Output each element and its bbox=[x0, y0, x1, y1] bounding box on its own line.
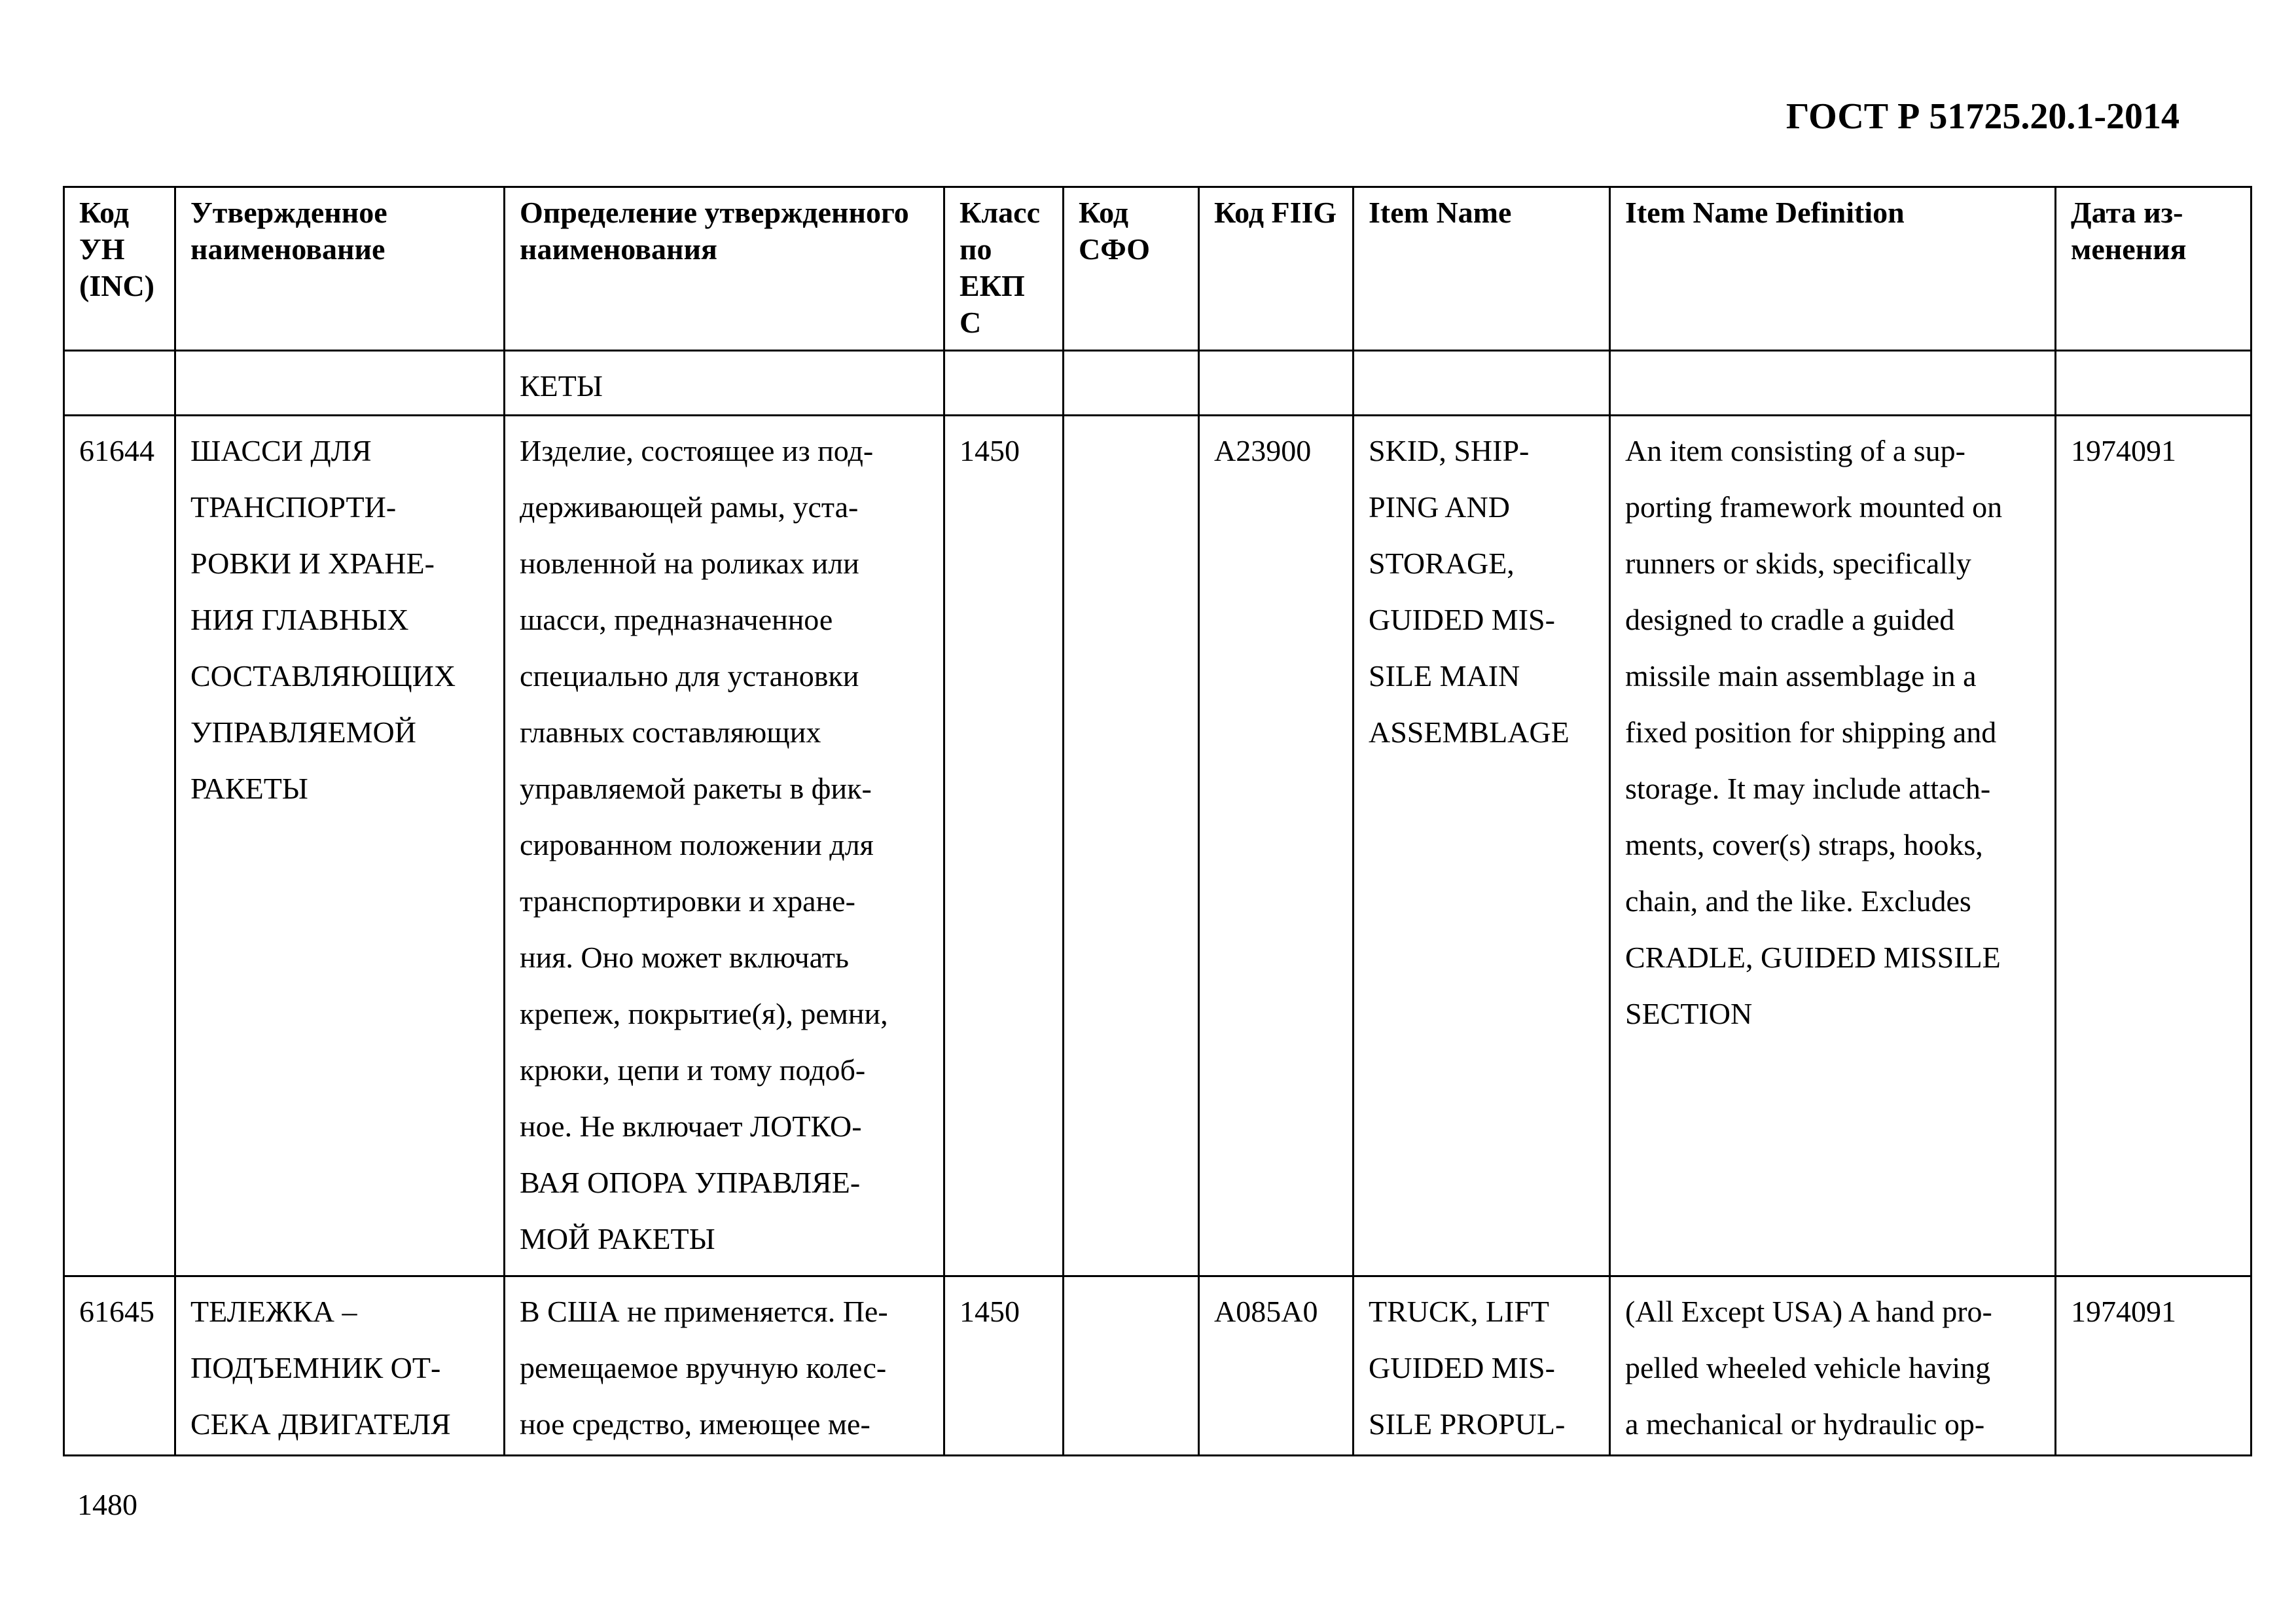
item-definition-cell: An item consisting of a sup- porting framework mounted on runners or skids, specifically designed to cradle a guided missile main assemblage in a fixed position for shipping and storage. It may include attach- ments, cover(s) straps, hooks, chain, and the like. Excludes CRADLE, GUIDED MISSILE SECTION bbox=[1610, 416, 2056, 1276]
table-cell bbox=[64, 351, 175, 416]
table-cell bbox=[2056, 351, 2251, 416]
table-cell bbox=[175, 351, 505, 416]
sfo-cell bbox=[1064, 1276, 1199, 1456]
definition-cell: Изделие, состоящее из под- держивающей рамы, уста- новленной на роликах или шасси, предназначенное специально для установки главных составляющих управляемой ракеты в фик- сированном положении для транспортировки и хране- ния. Оно может включать крепеж, покрытие(я), ремни, крюки, цепи и тому подоб- ное. Не включает ЛОТКО- ВАЯ ОПОРА УПРАВЛЯЕ- МОЙ РАКЕТЫ bbox=[505, 416, 944, 1276]
column-header: Item Name Definition bbox=[1610, 187, 2056, 351]
sfo-cell bbox=[1064, 416, 1199, 1276]
column-header: Утвержденное наименование bbox=[175, 187, 505, 351]
table-row bbox=[64, 1276, 2251, 1456]
classification-table bbox=[63, 186, 2252, 1456]
item-name-cell: TRUCK, LIFT GUIDED MIS- SILE PROPUL- bbox=[1354, 1276, 1610, 1456]
fiig-cell: A23900 bbox=[1199, 416, 1354, 1276]
item-definition-cell: (All Except USA) A hand pro- pelled wheeled vehicle having a mechanical or hydraulic op- bbox=[1610, 1276, 2056, 1456]
table-cell bbox=[1199, 351, 1354, 416]
column-header: Код СФО bbox=[1064, 187, 1199, 351]
table-cell bbox=[1354, 351, 1610, 416]
table-row-continuation bbox=[64, 351, 2251, 416]
approved-name-cell: ШАССИ ДЛЯ ТРАНСПОРТИ- РОВКИ И ХРАНЕ- НИЯ ГЛАВНЫХ СОСТАВЛЯЮЩИХ УПРАВЛЯЕМОЙ РАКЕТЫ bbox=[175, 416, 505, 1276]
fiig-cell: A085A0 bbox=[1199, 1276, 1354, 1456]
column-header: Код УН (INC) bbox=[64, 187, 175, 351]
table-cell bbox=[1610, 351, 2056, 416]
table-cell: КЕТЫ bbox=[505, 351, 944, 416]
date-cell: 1974091 bbox=[2056, 1276, 2251, 1456]
column-header: Дата из-менения bbox=[2056, 187, 2251, 351]
page-number: 1480 bbox=[77, 1488, 137, 1521]
approved-name-cell: ТЕЛЕЖКА – ПОДЪЕМНИК ОТ- СЕКА ДВИГАТЕЛЯ bbox=[175, 1276, 505, 1456]
class-cell: 1450 bbox=[944, 1276, 1064, 1456]
table-row bbox=[64, 416, 2251, 1276]
inc-code-cell: 61645 bbox=[64, 1276, 175, 1456]
column-header: Определение утвержденного наименования bbox=[505, 187, 944, 351]
definition-cell: В США не применяется. Пе- ремещаемое вручную колес- ное средство, имеющее ме- bbox=[505, 1276, 944, 1456]
column-header: Класс по ЕКП С bbox=[944, 187, 1064, 351]
table-cell bbox=[944, 351, 1064, 416]
column-header: Код FIIG bbox=[1199, 187, 1354, 351]
document-standard-code: ГОСТ Р 51725.20.1-2014 bbox=[1785, 96, 2179, 137]
item-name-cell: SKID, SHIP- PING AND STORAGE, GUIDED MIS- SILE MAIN ASSEMBLAGE bbox=[1354, 416, 1610, 1276]
table-cell bbox=[1064, 351, 1199, 416]
date-cell: 1974091 bbox=[2056, 416, 2251, 1276]
table-header-row bbox=[64, 187, 2251, 351]
class-cell: 1450 bbox=[944, 416, 1064, 1276]
inc-code-cell: 61644 bbox=[64, 416, 175, 1276]
column-header: Item Name bbox=[1354, 187, 1610, 351]
